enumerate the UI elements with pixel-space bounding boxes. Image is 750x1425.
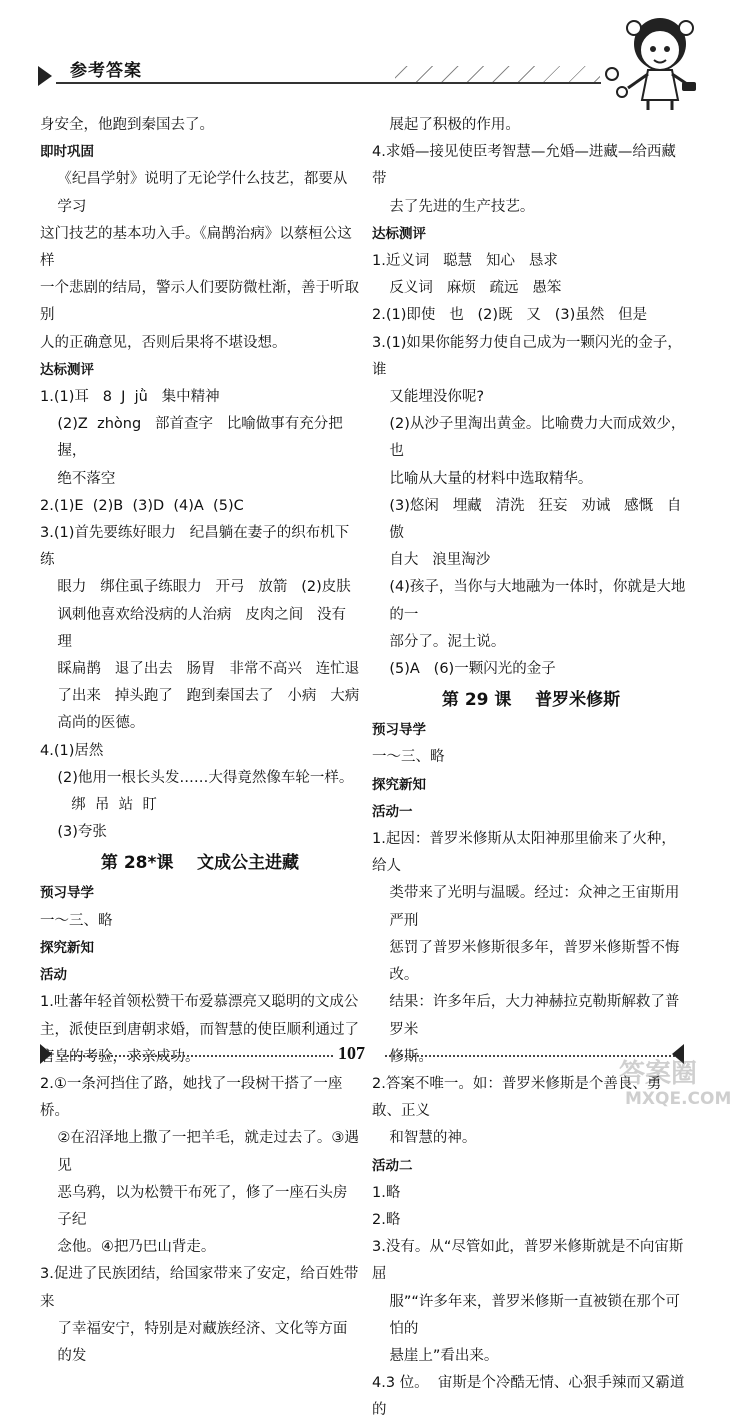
answer-line: 人的正确意见，否则后果将不堪设想。 <box>40 334 287 351</box>
section-heading: 预习导学 <box>372 722 426 739</box>
answer-line: 结果：许多年后，大力神赫拉克勒斯解救了普罗米 <box>389 994 680 1038</box>
answer-line: 1.起因：普罗米修斯从太阳神那里偷来了火种，给人 <box>372 831 676 875</box>
answer-line: 2.略 <box>372 1211 401 1228</box>
section-heading: 活动 <box>40 967 67 984</box>
answer-line: 绝不落空 <box>57 470 116 487</box>
answer-line: 1.近义词 聪慧 知心 恳求 <box>372 253 558 270</box>
answer-line: 睬扁鹊 退了出去 肠胃 非常不高兴 连忙退 <box>57 661 360 678</box>
watermark-text-1: 答案圈 <box>619 1059 698 1089</box>
answer-line: 一～三、略 <box>372 749 445 766</box>
answer-line: 比喻从大量的材料中选取精华。 <box>389 470 593 487</box>
answer-line: 部分了。泥土说。 <box>389 633 506 650</box>
answer-line: (4)孩子，当你与大地融为一体时，你就是大地的一 <box>389 579 686 623</box>
answer-line: (3)夸张 <box>57 824 107 841</box>
answer-line: (2)他用一根长头发……大得竟然像车轮一样。 <box>57 769 354 786</box>
header-title: 参考答案 <box>70 61 142 81</box>
answer-line: 高尚的医德。 <box>57 715 145 732</box>
lesson-title: 第 28*课 文成公主进藏 <box>100 853 300 874</box>
answer-line: 3.没有。从“尽管如此，普罗米修斯就是不向宙斯屈 <box>372 1239 684 1283</box>
answer-line: 3.(1)如果你能努力使自己成为一颗闪光的金子，谁 <box>372 334 682 378</box>
answer-line: 2.①一条河挡住了路，她找了一段树干搭了一座桥。 <box>40 1075 343 1120</box>
answer-line: 3.(1)首先要练好眼力 纪昌躺在妻子的织布机下练 <box>40 525 350 569</box>
section-heading: 活动二 <box>372 1157 413 1174</box>
right-column <box>372 112 690 1425</box>
answer-line: 类带来了光明与温暖。经过：众神之王宙斯用严刑 <box>389 885 680 929</box>
answer-line: 《纪昌学射》说明了无论学什么技艺，都要从学习 <box>57 171 348 215</box>
answer-line: 2.(1)即使 也 (2)既 又 (3)虽然 但是 <box>372 307 648 324</box>
answer-line: 这门技艺的基本功入手。《扁鹊治病》以蔡桓公这样 <box>40 225 352 270</box>
footer-rule-left <box>58 1055 333 1057</box>
section-heading: 探究新知 <box>40 939 94 956</box>
answer-line: 一～三、略 <box>40 912 113 929</box>
section-heading: 即时巩固 <box>40 144 94 161</box>
answer-line: 1.(1)耳 8 J jǜ 集中精神 <box>40 389 220 406</box>
answer-line: 一个悲剧的结局，警示人们要防微杜渐，善于听取别 <box>40 280 359 324</box>
answer-line: 展起了积极的作用。 <box>389 117 520 133</box>
answer-line: 3.促进了民族团结，给国家带来了安定，给百姓带来 <box>40 1266 359 1310</box>
answer-line: 了出来 掉头跑了 跑到秦国去了 小病 大病 <box>57 688 360 705</box>
answer-line: 反义词 麻烦 疏远 愚笨 <box>389 280 562 297</box>
answer-line: 自大 浪里淘沙 <box>389 552 491 569</box>
answer-line: 4.求婚—接见使臣考智慧—允婚—进藏—给西藏带 <box>372 144 676 188</box>
answer-line: 眼力 绑住虱子练眼力 开弓 放箭 (2)皮肤 <box>57 579 351 596</box>
answer-line: 服”“许多年来，普罗米修斯一直被锁在那个可怕的 <box>389 1293 680 1337</box>
answer-line: 恶乌鸦，以为松赞干布死了，修了一座石头房子纪 <box>57 1184 348 1228</box>
lesson-title: 第 29 课 普罗米修斯 <box>441 690 621 711</box>
answer-line: 修斯。 <box>389 1048 433 1065</box>
page-header <box>0 0 750 115</box>
section-heading: 预习导学 <box>40 885 94 902</box>
answer-line: 1.略 <box>372 1184 401 1201</box>
answer-line: ②在沼泽地上撒了一把羊毛，就走过去了。③遇见 <box>57 1130 359 1174</box>
answer-line: 1.吐蕃年轻首领松赞干布爱慕漂亮又聪明的文成公 <box>40 994 359 1011</box>
cartoon-girl-icon <box>598 4 708 112</box>
header-decoration <box>395 66 600 82</box>
answer-line: 4.(1)居然 <box>40 742 104 759</box>
header-arrow-icon <box>38 66 52 86</box>
answer-line: 惩罚了普罗米修斯很多年，普罗米修斯誓不悔改。 <box>389 939 680 984</box>
answer-line: 绑 吊 站 盯 <box>57 797 157 814</box>
footer-left-arrow-icon <box>40 1044 52 1064</box>
answer-line: (2)Z zhòng 部首查字 比喻做事有充分把握， <box>57 416 343 460</box>
answer-line: 去了先进的生产技艺。 <box>389 198 535 215</box>
answer-line: 4.3 位。 宙斯是个冷酷无情、心狠手辣而又霸道的 <box>372 1375 685 1419</box>
answer-line: 又能埋没你呢? <box>389 389 485 406</box>
answer-line: 2.答案不唯一。如：普罗米修斯是个善良、勇敢、正义 <box>372 1075 662 1120</box>
page-number: 107 <box>338 1043 365 1063</box>
section-heading: 探究新知 <box>372 776 426 793</box>
header-rule <box>56 82 601 84</box>
answer-line: 主，派使臣到唐朝求婚，而智慧的使臣顺利通过了 <box>40 1021 359 1038</box>
watermark-text-2: MXQE.COM <box>625 1089 732 1108</box>
answer-line: 2.(1)E (2)B (3)D (4)A (5)C <box>40 497 244 514</box>
section-heading: 达标测评 <box>40 361 94 378</box>
left-column <box>40 112 360 1370</box>
answer-line: (3)悠闲 埋藏 清洗 狂妄 劝诫 感慨 自傲 <box>389 497 682 542</box>
section-heading: 达标测评 <box>372 225 426 242</box>
answer-line: (5)A (6)一颗闪光的金子 <box>389 661 556 678</box>
answer-line: 唐皇的考验，求亲成功。 <box>40 1048 200 1065</box>
watermark-logo <box>615 1052 745 1108</box>
answer-line: (2)从沙子里淘出黄金。比喻费力大而成效少，也 <box>389 416 686 460</box>
answer-line: 念他。④把乃巴山背走。 <box>57 1239 216 1256</box>
answer-line: 悬崖上”看出来。 <box>389 1347 499 1364</box>
answer-line: 身安全，他跑到秦国去了。 <box>40 117 214 133</box>
answer-line: 了幸福安宁，特别是对藏族经济、文化等方面的发 <box>57 1320 348 1364</box>
answer-line: 和智慧的神。 <box>389 1130 477 1147</box>
answer-line: 讽刺他喜欢给没病的人治病 皮肉之间 没有理 <box>57 606 347 650</box>
section-heading: 活动一 <box>372 803 413 820</box>
